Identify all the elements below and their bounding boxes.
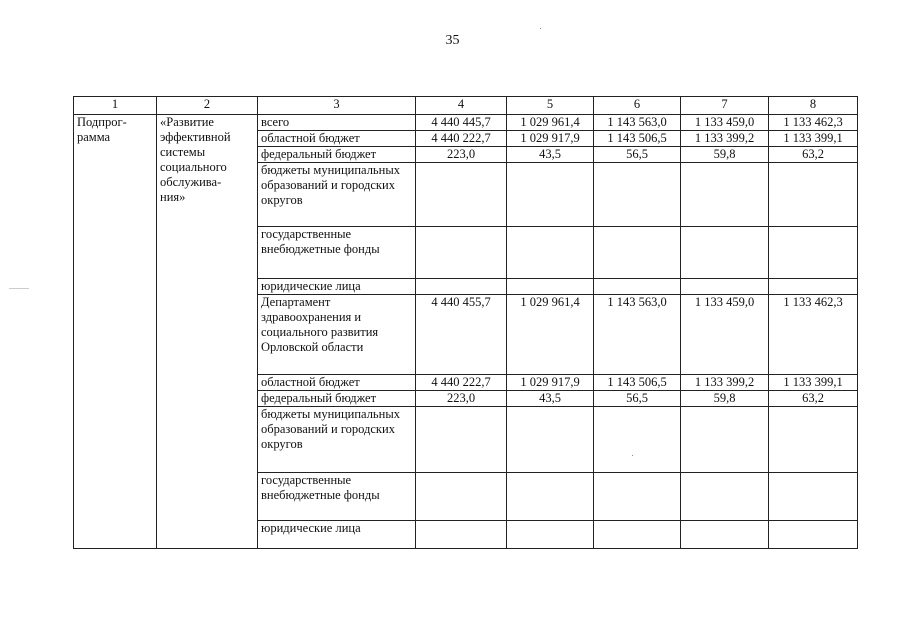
value-cell: 56,5 xyxy=(594,147,681,163)
value-cell xyxy=(681,279,769,295)
value-cell xyxy=(507,279,594,295)
budget-table xyxy=(73,96,858,549)
header-cell: 7 xyxy=(681,97,769,115)
value-cell: 63,2 xyxy=(769,147,858,163)
value-cell: 1 133 459,0 xyxy=(681,295,769,375)
value-cell: 59,8 xyxy=(681,391,769,407)
value-cell: 1 029 917,9 xyxy=(507,375,594,391)
row-label: бюджеты муниципальных образований и городских округов xyxy=(258,407,416,473)
header-cell: 1 xyxy=(74,97,157,115)
table-row xyxy=(74,115,858,131)
value-cell: 1 029 917,9 xyxy=(507,131,594,147)
header-cell: 4 xyxy=(416,97,507,115)
value-cell xyxy=(681,163,769,227)
value-cell xyxy=(507,473,594,521)
scan-speck xyxy=(540,28,541,29)
value-cell: 1 133 399,1 xyxy=(769,131,858,147)
value-cell: 1 133 399,2 xyxy=(681,131,769,147)
subprogram-title-cell xyxy=(157,115,258,549)
header-cell: 2 xyxy=(157,97,258,115)
value-cell: 4 440 455,7 xyxy=(416,295,507,375)
value-cell: 1 143 506,5 xyxy=(594,131,681,147)
value-cell xyxy=(416,473,507,521)
value-cell xyxy=(769,163,858,227)
value-cell xyxy=(594,521,681,549)
value-cell: 56,5 xyxy=(594,391,681,407)
page-number: 35 xyxy=(445,33,460,48)
row-label: федеральный бюджет xyxy=(258,147,416,163)
header-cell: 3 xyxy=(258,97,416,115)
value-cell xyxy=(507,521,594,549)
value-cell: 1 133 462,3 xyxy=(769,115,858,131)
row-label: Департамент здравоохранения и социального развития Орловской области xyxy=(258,295,416,375)
value-cell xyxy=(416,163,507,227)
scan-speck xyxy=(9,288,29,289)
value-cell xyxy=(416,227,507,279)
value-cell: 63,2 xyxy=(769,391,858,407)
value-cell xyxy=(681,227,769,279)
value-cell xyxy=(507,163,594,227)
value-cell xyxy=(769,407,858,473)
row-label: юридические лица xyxy=(258,521,416,549)
value-cell xyxy=(681,407,769,473)
value-cell: 1 029 961,4 xyxy=(507,295,594,375)
subprogram-label: Подпрог- рамма xyxy=(77,115,127,144)
value-cell xyxy=(594,473,681,521)
value-cell: 1 133 459,0 xyxy=(681,115,769,131)
value-cell: 4 440 222,7 xyxy=(416,375,507,391)
row-label: всего xyxy=(258,115,416,131)
subprogram-title: «Развитие эффективной системы социального обслужива- ния» xyxy=(160,115,231,204)
value-cell xyxy=(769,473,858,521)
scan-speck xyxy=(632,455,633,456)
value-cell: 4 440 445,7 xyxy=(416,115,507,131)
row-label: федеральный бюджет xyxy=(258,391,416,407)
value-cell: 1 133 399,1 xyxy=(769,375,858,391)
row-label: государственные внебюджетные фонды xyxy=(258,473,416,521)
header-row xyxy=(74,97,858,115)
row-label: государственные внебюджетные фонды xyxy=(258,227,416,279)
value-cell xyxy=(769,279,858,295)
value-cell xyxy=(769,227,858,279)
value-cell: 4 440 222,7 xyxy=(416,131,507,147)
subprogram-cell xyxy=(74,115,157,549)
value-cell: 1 133 399,2 xyxy=(681,375,769,391)
header-cell: 6 xyxy=(594,97,681,115)
row-label: областной бюджет xyxy=(258,131,416,147)
header-cell: 8 xyxy=(769,97,858,115)
value-cell xyxy=(594,163,681,227)
value-cell xyxy=(681,521,769,549)
value-cell xyxy=(416,521,507,549)
value-cell: 1 143 563,0 xyxy=(594,295,681,375)
value-cell: 1 143 506,5 xyxy=(594,375,681,391)
value-cell: 1 143 563,0 xyxy=(594,115,681,131)
value-cell xyxy=(416,279,507,295)
row-label: бюджеты муниципальных образований и городских округов xyxy=(258,163,416,227)
value-cell: 43,5 xyxy=(507,147,594,163)
value-cell xyxy=(594,227,681,279)
row-label: юридические лица xyxy=(258,279,416,295)
value-cell: 223,0 xyxy=(416,147,507,163)
value-cell: 43,5 xyxy=(507,391,594,407)
row-label: областной бюджет xyxy=(258,375,416,391)
value-cell: 1 133 462,3 xyxy=(769,295,858,375)
value-cell xyxy=(594,407,681,473)
value-cell xyxy=(681,473,769,521)
value-cell xyxy=(594,279,681,295)
value-cell xyxy=(769,521,858,549)
value-cell: 1 029 961,4 xyxy=(507,115,594,131)
header-cell: 5 xyxy=(507,97,594,115)
value-cell xyxy=(507,227,594,279)
value-cell xyxy=(507,407,594,473)
value-cell: 223,0 xyxy=(416,391,507,407)
value-cell: 59,8 xyxy=(681,147,769,163)
value-cell xyxy=(416,407,507,473)
